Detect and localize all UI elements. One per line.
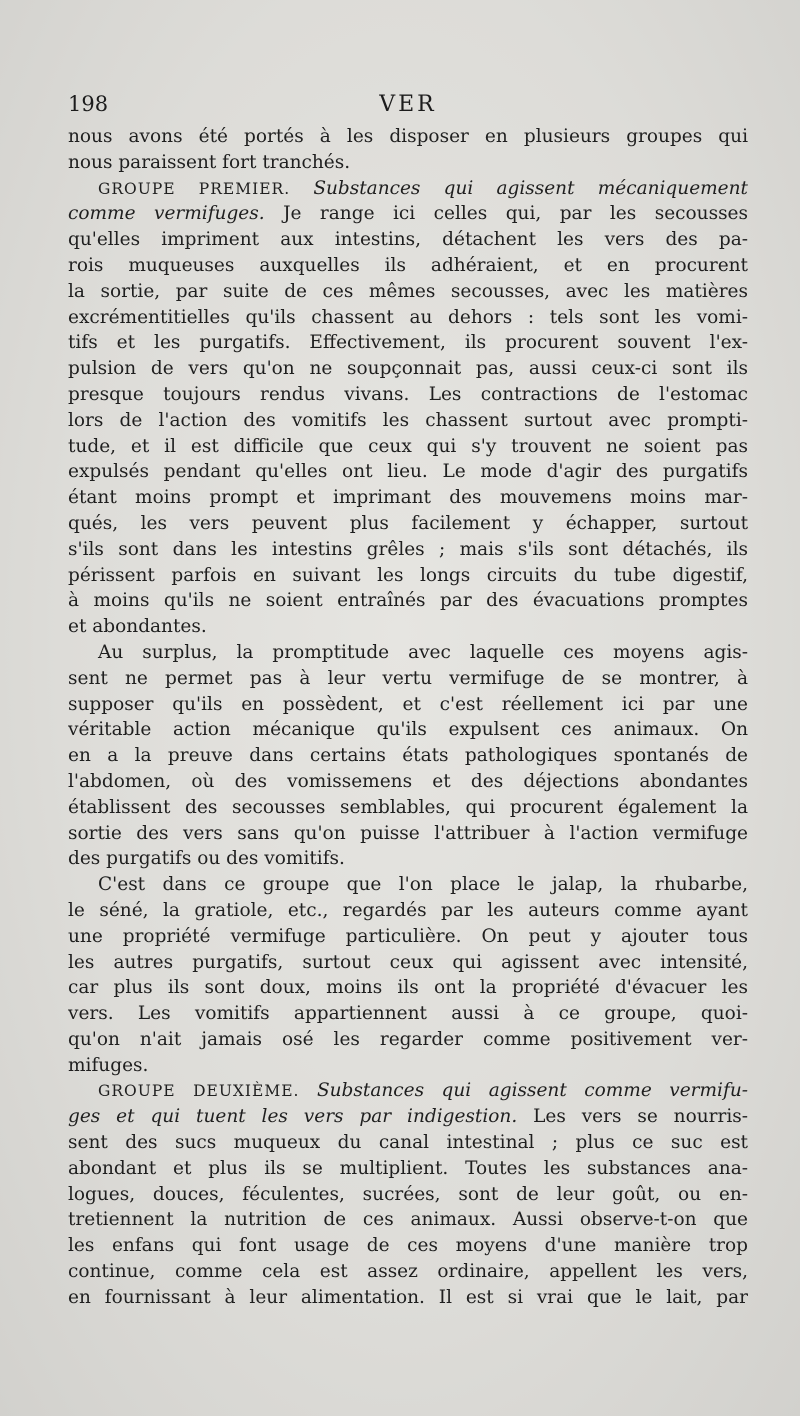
text-run: pulsion de vers qu'on ne soupçonnait pas, aussi ceux-ci sont ils bbox=[68, 358, 748, 380]
text-run: les autres purgatifs, surtout ceux qui agissent avec intensité, bbox=[68, 951, 748, 973]
text-run: sent des sucs muqueux du canal intestinal ; plus ce suc est bbox=[68, 1132, 748, 1154]
text-run: Je range ici celles qui, par les secousses bbox=[264, 203, 748, 225]
text-run: continue, comme cela est assez ordinaire, appellent les vers, bbox=[68, 1261, 748, 1283]
text-run: nous avons été portés à les disposer en plusieurs groupes qui bbox=[68, 126, 748, 147]
text-line bbox=[68, 150, 748, 176]
running-head: VER bbox=[379, 92, 437, 117]
text-run: étant moins prompt et imprimant des mouvemens moins mar- bbox=[68, 487, 748, 509]
text-run: excrémentitielles qu'ils chassent au dehors : tels sont les vomi- bbox=[68, 306, 748, 328]
text-line bbox=[68, 1078, 748, 1104]
text-line bbox=[68, 769, 748, 795]
text-line bbox=[68, 382, 748, 408]
text-line bbox=[68, 614, 748, 640]
text-run: en a la preuve dans certains états pathologiques spontanés de bbox=[68, 745, 748, 767]
text-run: expulsés pendant qu'elles ont lieu. Le mode d'agir des purgatifs bbox=[68, 461, 748, 483]
text-line bbox=[68, 356, 748, 382]
text-run: s'ils sont dans les intestins grêles ; mais s'ils sont détachés, ils bbox=[68, 538, 748, 560]
text-run: Les vers se nourris- bbox=[517, 1106, 748, 1128]
text-line bbox=[68, 434, 748, 460]
text-line bbox=[68, 330, 748, 356]
text-line bbox=[68, 846, 748, 872]
italic-text: Substances qui agissent comme vermifu- bbox=[316, 1080, 748, 1102]
text-run: les enfans qui font usage de ces moyens d'une manière trop bbox=[68, 1235, 748, 1257]
text-line bbox=[68, 227, 748, 253]
text-line bbox=[68, 1001, 748, 1027]
text-run: presque toujours rendus vivans. Les contractions de l'estomac bbox=[68, 383, 748, 405]
text-run: Au surplus, la promptitude avec laquelle ces moyens agis- bbox=[98, 641, 748, 663]
text-line bbox=[68, 640, 748, 666]
text-line bbox=[68, 563, 748, 589]
text-line bbox=[68, 124, 748, 150]
text-run: une propriété vermifuge particulière. On peut y ajouter tous bbox=[68, 925, 748, 947]
text-line bbox=[68, 1259, 748, 1285]
text-run: car plus ils sont doux, moins ils ont la propriété d'évacuer les bbox=[68, 977, 748, 999]
section-heading: GROUPE PREMIER. bbox=[98, 179, 291, 198]
text-run: à moins qu'ils ne soient entraînés par des évacuations promptes bbox=[68, 590, 748, 612]
text-line bbox=[68, 898, 748, 924]
italic-text: ges et qui tuent les vers par indigestion. bbox=[68, 1106, 518, 1128]
text-line bbox=[68, 485, 748, 511]
text-line bbox=[68, 692, 748, 718]
text-run: tifs et les purgatifs. Effectivement, ils procurent souvent l'ex- bbox=[68, 332, 748, 354]
text-line bbox=[68, 924, 748, 950]
text-run: sortie des vers sans qu'on puisse l'attribuer à l'action vermifuge bbox=[68, 822, 748, 844]
text-line bbox=[68, 1053, 748, 1079]
text-line bbox=[68, 279, 748, 305]
text-run: sent ne permet pas à leur vertu vermifuge de se montrer, à bbox=[68, 667, 748, 689]
text-run: et abondantes. bbox=[68, 616, 207, 638]
text-line bbox=[68, 1182, 748, 1208]
text-line bbox=[68, 1233, 748, 1259]
text-line bbox=[68, 743, 748, 769]
text-run: la sortie, par suite de ces mêmes secousses, avec les matières bbox=[68, 280, 748, 302]
text-run: en fournissant à leur alimentation. Il est si vrai que le lait, par bbox=[68, 1286, 748, 1308]
page-header bbox=[68, 92, 748, 122]
text-line bbox=[68, 821, 748, 847]
text-run: logues, douces, féculentes, sucrées, sont de leur goût, ou en- bbox=[68, 1183, 748, 1205]
text-run: qu'on n'ait jamais osé les regarder comme positivement ver- bbox=[68, 1028, 748, 1050]
text-line bbox=[68, 666, 748, 692]
text-run: tretiennent la nutrition de ces animaux. Aussi observe-t-on que bbox=[68, 1209, 748, 1231]
text-run bbox=[299, 1080, 316, 1101]
text-run: qu'elles impriment aux intestins, détachent les vers des pa- bbox=[68, 229, 748, 251]
text-run: vers. Les vomitifs appartiennent aussi à ce groupe, quoi- bbox=[68, 1003, 748, 1025]
text-line bbox=[68, 1207, 748, 1233]
body-text bbox=[68, 124, 748, 1311]
text-run: des purgatifs ou des vomitifs. bbox=[68, 848, 345, 870]
text-run: tude, et il est difficile que ceux qui s'y trouvent ne soient pas bbox=[68, 435, 748, 457]
text-run: lors de l'action des vomitifs les chassent surtout avec prompti- bbox=[68, 409, 748, 431]
text-line bbox=[68, 1130, 748, 1156]
page-number: 198 bbox=[68, 92, 109, 116]
text-line bbox=[68, 253, 748, 279]
text-run: l'abdomen, où des vomissemens et des déjections abondantes bbox=[68, 770, 748, 792]
text-line bbox=[68, 537, 748, 563]
text-run: nous paraissent fort tranchés. bbox=[68, 151, 351, 173]
text-line bbox=[68, 1104, 748, 1130]
italic-text: comme vermifuges. bbox=[68, 203, 265, 225]
text-line bbox=[68, 1285, 748, 1311]
text-line bbox=[68, 305, 748, 331]
text-line bbox=[68, 975, 748, 1001]
text-line bbox=[68, 201, 748, 227]
section-heading: GROUPE DEUXIÈME. bbox=[98, 1082, 300, 1101]
text-run: mifuges. bbox=[68, 1054, 149, 1076]
text-line bbox=[68, 872, 748, 898]
text-line bbox=[68, 717, 748, 743]
text-run: C'est dans ce groupe que l'on place le jalap, la rhubarbe, bbox=[98, 874, 748, 896]
text-line bbox=[68, 1027, 748, 1053]
text-line bbox=[68, 408, 748, 434]
text-line bbox=[68, 511, 748, 537]
text-run: établissent des secousses semblables, qui procurent également la bbox=[68, 796, 748, 818]
text-run: périssent parfois en suivant les longs circuits du tube digestif, bbox=[68, 564, 748, 586]
text-run: qués, les vers peuvent plus facilement y échapper, surtout bbox=[68, 512, 748, 534]
text-line bbox=[68, 1156, 748, 1182]
text-line bbox=[68, 795, 748, 821]
text-line bbox=[68, 950, 748, 976]
text-line bbox=[68, 459, 748, 485]
italic-text: Substances qui agissent mécaniquement bbox=[313, 177, 748, 199]
text-line bbox=[68, 176, 748, 202]
text-run: véritable action mécanique qu'ils expulsent ces animaux. On bbox=[68, 719, 748, 741]
text-run: supposer qu'ils en possèdent, et c'est réellement ici par une bbox=[68, 693, 748, 715]
text-run: abondant et plus ils se multiplient. Toutes les substances ana- bbox=[68, 1157, 748, 1179]
text-run: rois muqueuses auxquelles ils adhéraient, et en procurent bbox=[68, 254, 748, 276]
text-run bbox=[290, 178, 313, 199]
text-line bbox=[68, 588, 748, 614]
text-run: le séné, la gratiole, etc., regardés par les auteurs comme ayant bbox=[68, 899, 748, 921]
